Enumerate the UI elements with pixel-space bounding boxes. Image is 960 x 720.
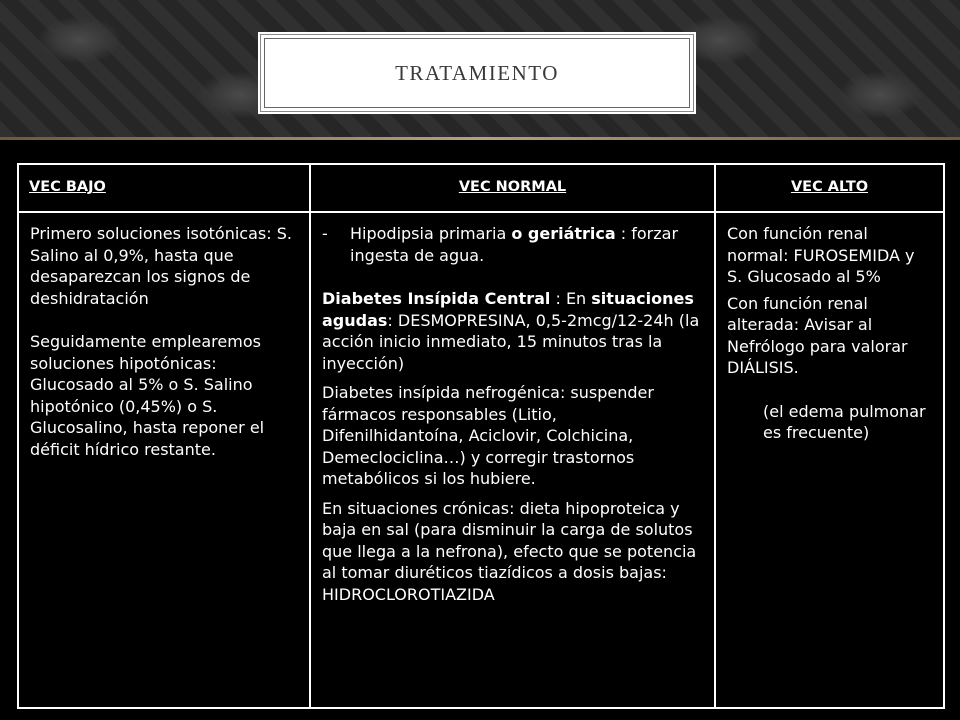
low-paragraph-2: Seguidamente emplearemos soluciones hipotónicas: Glucosado al 5% o S. Salino hipotónico (0,45%) o S. Glucosalino, hasta reponer el déficit hídrico restante. xyxy=(30,332,265,459)
normal-paragraph-di-central xyxy=(322,288,703,374)
di-central-bold: Diabetes Insípida Central xyxy=(322,289,551,308)
normal-paragraph-cronicas: En situaciones crónicas: dieta hipoproteica y baja en sal (para disminuir la carga de solutos que llega a la nefrona), efecto que se potencia al tomar diuréticos tiazídicos a dosis bajas: HIDROCLOROTIAZIDA xyxy=(322,498,697,604)
dash-bullet: - xyxy=(322,224,328,243)
di-central-text-b: : En xyxy=(550,289,592,308)
situaciones-agudas-bold: situaciones agudas xyxy=(322,289,694,330)
high-paragraph-1: Con función renal normal: FUROSEMIDA y S. Glucosado al 5% xyxy=(727,224,915,286)
high-paragraph-2: Con función renal alterada: Avisar al Nefrólogo para valorar DIÁLISIS. xyxy=(727,293,908,377)
hipodipsia-text-bold: o geriátrica xyxy=(511,224,616,243)
normal-paragraph-di-nefrogenica: Diabetes insípida nefrogénica: suspender fármacos responsables (Litio, Difenilhidantoína, Aciclovir, Colchicina, Demeclociclina…) y corregir trastornos metabólicos si los hubiere. xyxy=(322,383,654,488)
cell-vec-normal xyxy=(310,212,715,708)
hipodipsia-text-c: : forzar ingesta de agua. xyxy=(350,224,679,265)
title-frame xyxy=(264,38,690,108)
header-vec-alto: VEC ALTO xyxy=(715,164,944,212)
header-vec-normal: VEC NORMAL xyxy=(310,164,715,212)
header-row xyxy=(18,164,944,212)
cell-vec-alto xyxy=(715,212,944,708)
high-paragraph-3: (el edema pulmonar es frecuente) xyxy=(763,401,926,442)
title-box xyxy=(258,32,696,114)
hipodipsia-text-a: Hipodipsia primaria xyxy=(350,224,512,243)
low-paragraph-1: Primero soluciones isotónicas: S. Salino al 0,9%, hasta que desaparezcan los signos de deshidratación xyxy=(30,224,292,308)
treatment-table xyxy=(17,163,945,709)
list-item-hipodipsia xyxy=(322,223,703,266)
hipodipsia-text xyxy=(350,223,703,266)
slide-title: TRATAMIENTO xyxy=(395,60,559,85)
header-vec-bajo: VEC BAJO xyxy=(18,164,310,212)
di-central-text-d: : DESMOPRESINA, 0,5-2mcg/12-24h (la acción inicio inmediato, 15 minutos tras la inyección) xyxy=(322,310,700,373)
cell-vec-bajo xyxy=(18,212,310,708)
body-row xyxy=(18,212,944,708)
